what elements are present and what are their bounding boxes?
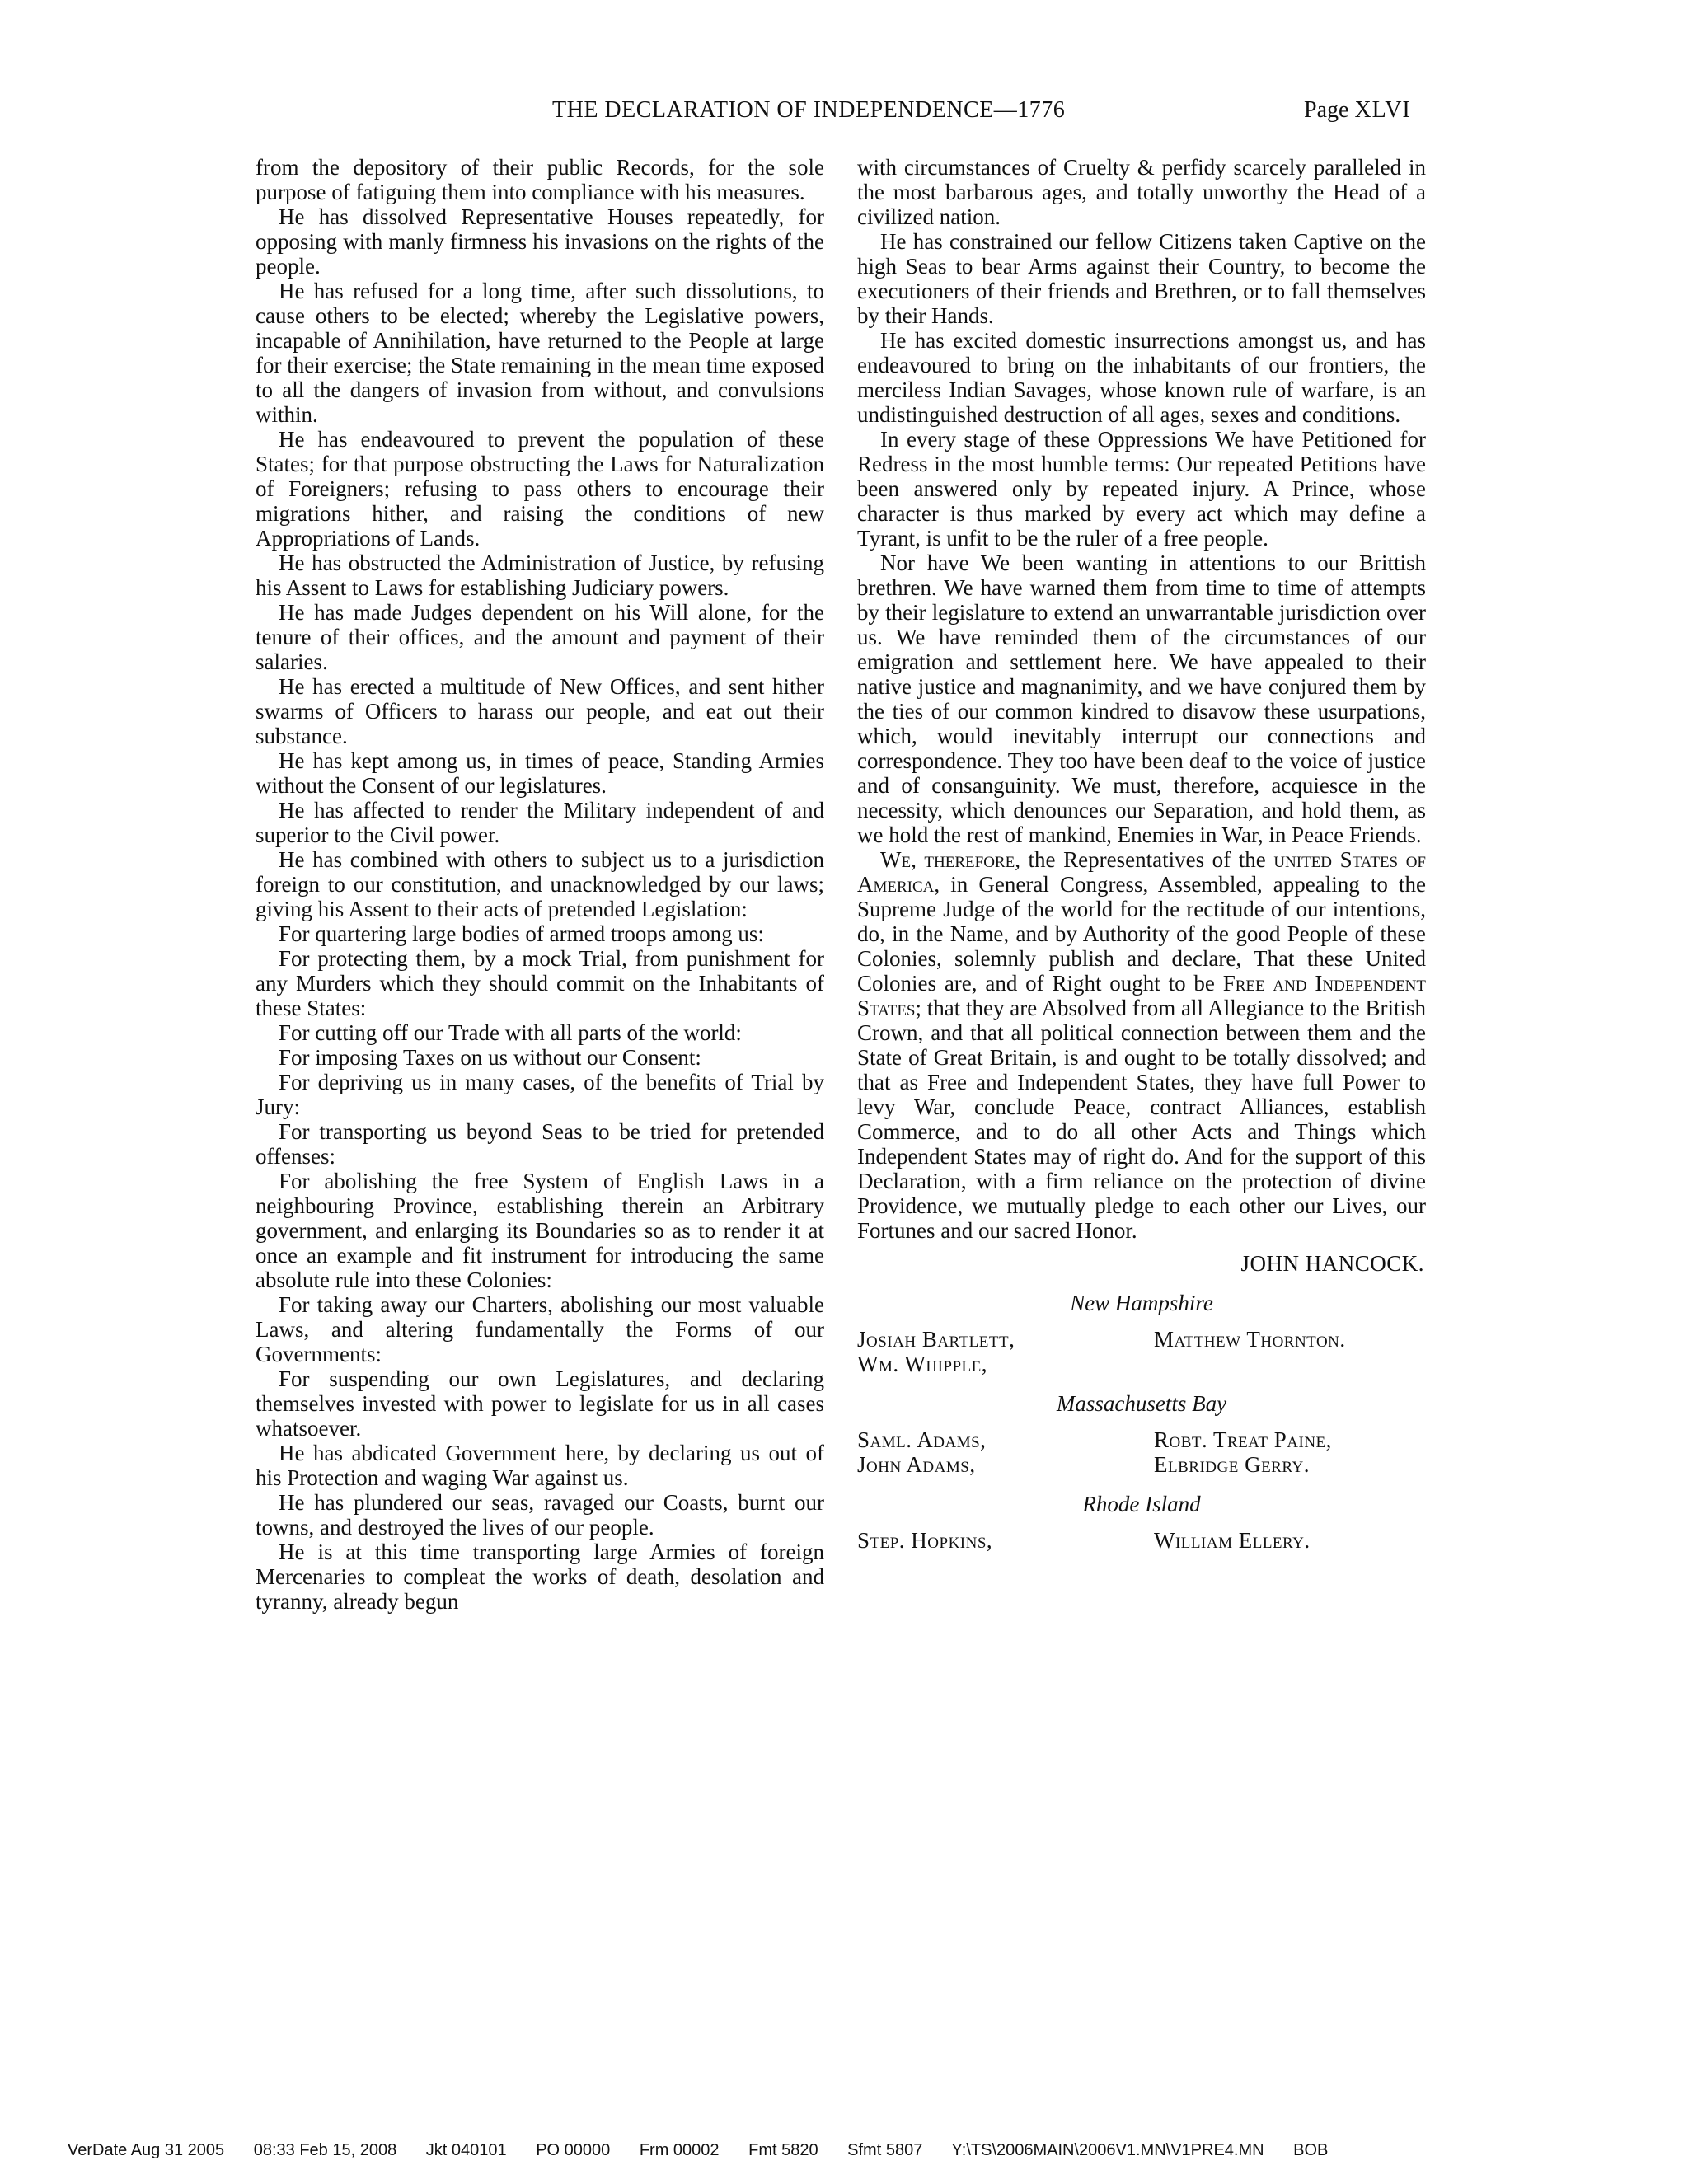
paragraph: For quartering large bodies of armed troops among us:: [279, 921, 764, 946]
final-paragraph: [857, 847, 1426, 1243]
footer-time: 08:33 Feb 15, 2008: [253, 2141, 397, 2159]
signer-name: William Ellery.: [1154, 1528, 1311, 1553]
paragraph: For protecting them, by a mock Trial, from punishment for any Murders which they should commit on the Inhabitants of these States:: [256, 946, 824, 1020]
signer-name: Matthew Thornton.: [1154, 1327, 1346, 1352]
paragraph: with circumstances of Cruelty & perfidy scarcely paralleled in the most barbarous ages, and totally unworthy the Head of a civilized nation.: [857, 155, 1426, 229]
footer-path: Y:\TS\2006MAIN\2006V1.MN\V1PRE4.MN: [951, 2141, 1264, 2159]
paragraph: He has dissolved Representative Houses repeatedly, for opposing with manly firmness his invasions on the rights of the people.: [256, 204, 824, 279]
paragraph: He has excited domestic insurrections amongst us, and has endeavoured to bring on the inhabitants of our frontiers, the merciless Indian Savages, whose known rule of warfare, is an undistinguished destruction of all ages, sexes and conditions.: [857, 328, 1426, 427]
signer-name: Elbridge Gerry.: [1154, 1452, 1310, 1477]
footer-fmt: Fmt 5820: [748, 2141, 818, 2159]
page-roman-numeral: XLVI: [1354, 97, 1411, 123]
signer-column-right: [1154, 1528, 1311, 1553]
footer-jkt: Jkt 040101: [425, 2141, 507, 2159]
paragraph: He has refused for a long time, after such dissolutions, to cause others to be elected; whereby the Legislative powers, incapable of Annihilation, have returned to the People at large for their exercise; the State remaining in the mean time exposed to all the dangers of invasion from without, and convulsions within.: [256, 279, 824, 427]
signer-row: [857, 1427, 1426, 1477]
footer-sfmt: Sfmt 5807: [847, 2141, 923, 2159]
paragraph: He has obstructed the Administration of Justice, by refusing his Assent to Laws for establishing Judiciary powers.: [256, 551, 824, 600]
page-title: THE DECLARATION OF INDEPENDENCE—1776: [552, 97, 1066, 123]
print-footer: [68, 2141, 1353, 2160]
signer-column-left: [857, 1427, 1154, 1477]
paragraph: For imposing Taxes on us without our Consent:: [279, 1045, 701, 1070]
paragraph: For taking away our Charters, abolishing our most valuable Laws, and altering fundamentally the Forms of our Governments:: [256, 1292, 824, 1366]
signer-name: Robt. Treat Paine,: [1154, 1427, 1332, 1452]
paragraph: For suspending our own Legislatures, and declaring themselves invested with power to legislate for us in all cases whatsoever.: [256, 1366, 824, 1441]
signer-column-right: [1154, 1327, 1346, 1376]
left-column: [256, 155, 824, 1614]
footer-verdate: VerDate Aug 31 2005: [68, 2141, 225, 2159]
footer-operator: BOB: [1293, 2141, 1329, 2159]
paragraph: He has made Judges dependent on his Will alone, for the tenure of their offices, and the amount and payment of their salaries.: [256, 600, 824, 674]
page-label: Page: [1304, 97, 1349, 123]
paragraph: In every stage of these Oppressions We have Petitioned for Redress in the most humble terms: Our repeated Petitions have been answered only by repeated injury. A Prince, whose character is thus marked by every act which may define a Tyrant, is unfit to be the ruler of a free people.: [857, 427, 1426, 551]
paragraph: For depriving us in many cases, of the benefits of Trial by Jury:: [256, 1070, 824, 1119]
paragraph: For cutting off our Trade with all parts of the world:: [279, 1020, 742, 1045]
signer-name: Saml. Adams,: [857, 1427, 987, 1452]
paragraph: For abolishing the free System of English Laws in a neighbouring Province, establishing therein an Arbitrary government, and enlarging its Boundaries so as to render it at once an example and fit instrument for introducing the same absolute rule into these Colonies:: [256, 1169, 824, 1292]
right-column: [857, 155, 1426, 1553]
signer-column-left: [857, 1528, 1154, 1553]
president-signature: JOHN HANCOCK.: [1240, 1251, 1424, 1276]
paragraph: from the depository of their public Records, for the sole purpose of fatiguing them into compliance with his measures.: [256, 155, 824, 204]
paragraph: He has affected to render the Military independent of and superior to the Civil power.: [256, 798, 824, 847]
page-number: [1304, 97, 1411, 124]
text-run: ; that they are Absolved from all Allegiance to the British Crown, and that all political connection between them and the State of Great Britain, is and ought to be totally dissolved; and that as Free and Independent States, they have full Power to levy War, conclude Peace, contract Alliances, establish Commerce, and to do all other Acts and Things which Independent States may of right do. And for the support of this Declaration, with a firm reliance on the protection of divine Providence, we mutually pledge to each other our Lives, our Fortunes and our sacred Honor.: [857, 996, 1426, 1243]
paragraph: He has kept among us, in times of peace, Standing Armies without the Consent of our legislatures.: [256, 748, 824, 798]
text-run: , in General Congress, Assembled, appealing to the Supreme Judge of the world for the rectitude of our intentions, do, in the Name, and by Authority of the good People of these Colonies, solemnly publish and declare, That these United Colonies are, and of Right ought to be: [857, 872, 1426, 996]
paragraph: He has erected a multitude of New Offices, and sent hither swarms of Officers to harass our people, and eat out their substance.: [256, 674, 824, 748]
footer-frm: Frm 00002: [639, 2141, 720, 2159]
state-heading-rhode-island: Rhode Island: [1082, 1492, 1201, 1516]
state-heading-massachusetts-bay: Massachusetts Bay: [1056, 1391, 1227, 1416]
paragraph: He has combined with others to subject us to a jurisdiction foreign to our constitution, and unacknowledged by our laws; giving his Assent to their acts of pretended Legislation:: [256, 847, 824, 921]
united-states-of-america: united States of America: [857, 847, 1426, 897]
running-header: [0, 97, 1688, 130]
footer-po: PO 00000: [536, 2141, 611, 2159]
signer-column-right: [1154, 1427, 1332, 1477]
signer-row: [857, 1327, 1426, 1376]
signer-row: [857, 1528, 1426, 1553]
signer-column-left: [857, 1327, 1154, 1376]
signer-name: Step. Hopkins,: [857, 1528, 993, 1553]
paragraph: He has abdicated Government here, by declaring us out of his Protection and waging War against us.: [256, 1441, 824, 1490]
paragraph: For transporting us beyond Seas to be tried for pretended offenses:: [256, 1119, 824, 1169]
paragraph: He has constrained our fellow Citizens taken Captive on the high Seas to bear Arms against their Country, to become the executioners of their friends and Brethren, or to fall themselves by their Hands.: [857, 229, 1426, 328]
state-heading-new-hampshire: New Hampshire: [1070, 1291, 1213, 1315]
paragraph: Nor have We been wanting in attentions to our Brittish brethren. We have warned them from time to time of attempts by their legislature to extend an unwarrantable jurisdiction over us. We have reminded them of the circumstances of our emigration and settlement here. We have appealed to their native justice and magnanimity, and we have conjured them by the ties of our common kindred to disavow these usurpations, which, would inevitably interrupt our connections and correspondence. They too have been deaf to the voice of justice and of consanguinity. We must, therefore, acquiesce in the necessity, which denounces our Separation, and hold them, as we hold the rest of mankind, Enemies in War, in Peace Friends.: [857, 551, 1426, 847]
text-run: the Representatives of the: [1020, 847, 1274, 872]
we-therefore: We, therefore,: [880, 847, 1020, 872]
free-and-independent-states: Free and Independent States: [857, 971, 1427, 1020]
signer-name: John Adams,: [857, 1452, 976, 1477]
paragraph: He has endeavoured to prevent the population of these States; for that purpose obstructing the Laws for Naturalization of Foreigners; refusing to pass others to encourage their migrations hither, and raising the conditions of new Appropriations of Lands.: [256, 427, 824, 551]
paragraph: He has plundered our seas, ravaged our Coasts, burnt our towns, and destroyed the lives of our people.: [256, 1490, 824, 1540]
signer-name: Josiah Bartlett,: [857, 1327, 1015, 1352]
signer-name: Wm. Whipple,: [857, 1352, 988, 1376]
paragraph: He is at this time transporting large Armies of foreign Mercenaries to compleat the works of death, desolation and tyranny, already begun: [256, 1540, 824, 1614]
